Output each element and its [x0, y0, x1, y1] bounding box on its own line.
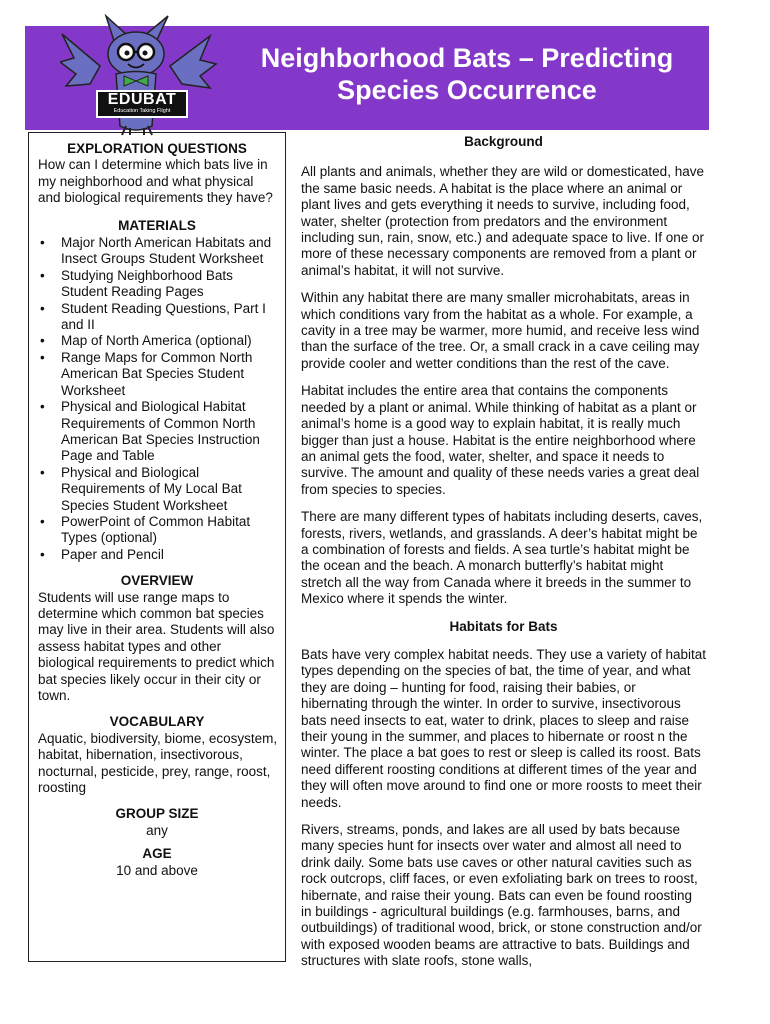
age-heading: AGE: [142, 846, 172, 862]
age-value: 10 and above: [116, 862, 198, 878]
habitats-paragraph: Rivers, streams, ponds, and lakes are all used by bats because many species hunt for insects over water and almost all need to drink daily. Some bats use caves or other natural cavities such as rock outcrops, cliff faces, or even exfoliating bark on trees to roost, hibernate, and raise their young. Bats can even be found roosting in buildings - agricultural buildings (e.g. farmhouses, barns, and outbuildings) of traditional wood, brick, or stone construction and/or with exposed wooden beams are attractive to bats. Buildings and structures with slate roofs, stone walls,: [301, 822, 702, 969]
materials-heading: MATERIALS: [118, 217, 196, 233]
exploration-heading: EXPLORATION QUESTIONS: [67, 141, 247, 156]
background-paragraph: Habitat includes the entire area that contains the components needed by a plant or animal. While thinking of habitat as a plant or animal’s home is a good way to explain habitat, it is really much bigger than just a house. Habitat is the entire neighborhood where an animal gets the food, water, shelter, and space it needs to survive. The amount and quality of these needs varies a great deal from species to species.: [301, 383, 700, 497]
vocabulary-text: Aquatic, biodiversity, biome, ecosystem, habitat, hibernation, insectivorous, nocturnal, pesticide, prey, range, roost, roosting: [38, 730, 278, 796]
background-paragraph: All plants and animals, whether they are wild or domesticated, have the same basic needs. A habitat is the place where an animal or plant lives and gets everything it needs to survive, including food, water, shelter (protection from predators and the environment including sun, rain, snow, etc.) and adequate space to live. If one or more of these necessary components are removed from a plant or animal’s habitat, it will not survive.: [301, 164, 705, 278]
logo-tagline: Education Taking Flight: [113, 108, 171, 114]
overview-heading: OVERVIEW: [120, 573, 194, 589]
materials-list: [38, 235, 285, 563]
title-line-1: Neighborhood Bats – Predicting: [260, 43, 674, 73]
list-item: • Student Reading Questions, Part I and II: [38, 301, 285, 334]
list-item: • Physical and Biological Habitat Requirements of Common North American Bat Species Instruction Page and Table: [38, 399, 285, 465]
group-size-heading: GROUP SIZE: [115, 806, 199, 822]
habitats-heading: Habitats for Bats: [449, 618, 558, 634]
background-paragraph: There are many different types of habitats including deserts, caves, forests, rivers, wetlands, and grasslands. A deer’s habitat might be a combination of forests and fields. A sea turtle’s habitat might be the ocean and the beach. A monarch butterfly’s habitat might stretch all the way from Canada where it breeds in the summer to Mexico where it spends the winter.: [301, 509, 703, 607]
list-item: • PowerPoint of Common Habitat Types (optional): [38, 514, 285, 547]
list-item: • Map of North America (optional): [38, 333, 285, 349]
list-item: • Major North American Habitats and Insect Groups Student Worksheet: [38, 235, 285, 268]
vocabulary-heading: VOCABULARY: [109, 714, 205, 730]
edubat-logo: [60, 14, 220, 136]
sidebar-box: [28, 132, 286, 962]
list-item: • Paper and Pencil: [38, 547, 285, 563]
logo-plate: [96, 90, 188, 118]
list-item: • Range Maps for Common North American Bat Species Student Worksheet: [38, 350, 285, 399]
background-paragraph: Within any habitat there are many smaller microhabitats, areas in which conditions vary from the habitat as a whole. For example, a cavity in a tree may be warmer, more humid, and receive less wind than the surface of the tree. Or, a small crack in a cave ceiling may provide cooler and wetter conditions than the rest of the cave.: [301, 290, 700, 371]
title-line-2: Species Occurrence: [337, 75, 597, 105]
overview-text: Students will use range maps to determine which common bat species may live in their area. Students will also assess habitat types and other biological requirements to predict which bat species likely occur in their city or town.: [38, 589, 275, 703]
list-item: • Physical and Biological Requirements of My Local Bat Species Student Worksheet: [38, 465, 285, 514]
group-size-value: any: [146, 822, 168, 838]
main-column: [301, 132, 706, 981]
exploration-text: How can I determine which bats live in my neighborhood and what physical and biological requirements they have?: [38, 157, 273, 206]
habitats-paragraph: Bats have very complex habitat needs. They use a variety of habitat types depending on the species of bat, the time of year, and what they are doing – hunting for food, raising their babies, or hibernating through the winter. In order to survive, insectivorous bats need insects to eat, water to drink, places to sleep and raise their young in the summer, and places to hibernate or roost n the winter. The place a bat goes to rest or sleep is called its roost. Bats need different roosting conditions at different times of the year and they will often move around to find one or more roosts to meet their needs.: [301, 646, 706, 810]
background-heading: Background: [464, 134, 543, 149]
page-title: [235, 42, 699, 106]
list-item: • Studying Neighborhood Bats Student Reading Pages: [38, 268, 285, 301]
logo-brand: EDUBAT: [107, 91, 177, 108]
